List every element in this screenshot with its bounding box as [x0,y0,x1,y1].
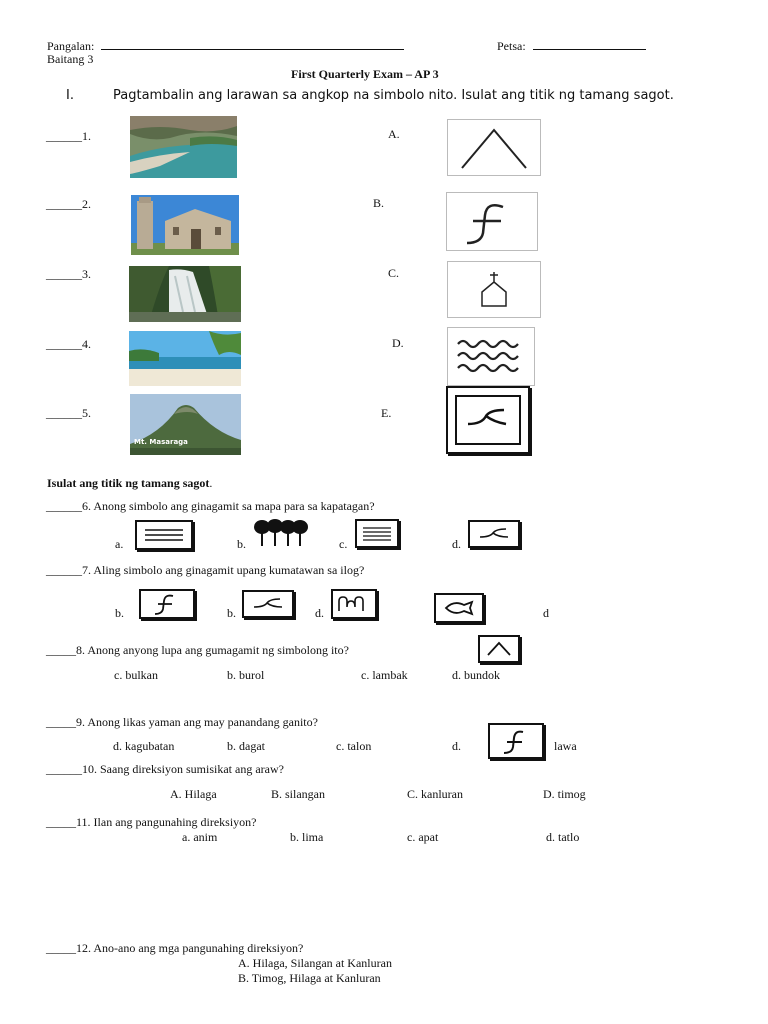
name-blank[interactable] [101,38,404,50]
q9-option-3[interactable]: c. talon [336,739,372,753]
q7-lake-icon[interactable] [139,589,195,619]
q7-option-4-label: d [543,606,549,620]
question-6: ______6. Anong simbolo ang ginagamit sa mapa para sa kapatagan? [46,499,375,513]
name-label-row [47,38,404,54]
question-10: ______10. Saang direksiyon sumisikat ang araw? [46,762,284,776]
date-label: Petsa: [497,39,526,53]
church-symbol-icon [447,261,541,318]
choice-letter-a: A. [388,127,400,141]
q6-option-b-label: b. [237,537,246,551]
part2-instruction-row [47,476,212,491]
photo-beach [129,331,241,386]
q9-option-1[interactable]: d. kagubatan [113,739,175,753]
date-blank[interactable] [533,38,646,50]
q6-plain-lines-icon[interactable] [135,520,193,550]
q12-option-a[interactable]: A. Hilaga, Silangan at Kanluran [238,956,392,970]
item-1-number: ______1. [46,129,91,143]
date-label-row [497,38,646,54]
q7-option-3-label: d. [315,606,324,620]
river-symbol-icon [446,386,530,454]
q7-option-2-label: b. [227,606,236,620]
photo-church [131,195,239,255]
q6-option-c-label: c. [339,537,348,551]
question-8: _____8. Anong anyong lupa ang gumagamit ng simbolong ito? [46,643,349,657]
part1-instruction: Pagtambalin ang larawan sa angkop na simbolo nito. Isulat ang titik ng tamang sagot. [113,88,674,103]
part2-instruction-period: . [209,476,213,490]
q12-option-b[interactable]: B. Timog, Hilaga at Kanluran [238,971,381,985]
q9-option-4-text[interactable]: lawa [554,739,577,753]
q10-option-c[interactable]: C. kanluran [407,787,463,801]
q6-lines-icon[interactable] [355,519,399,548]
q8-mountain-icon [478,635,520,663]
question-12: _____12. Ano-ano ang mga pangunahing direksiyon? [46,941,304,955]
q10-option-d[interactable]: D. timog [543,787,586,801]
choice-letter-e: E. [381,406,392,420]
photo-mountain [130,394,241,455]
q10-option-b[interactable]: B. silangan [271,787,325,801]
q9-lake-icon[interactable] [488,723,544,759]
q11-option-d[interactable]: d. tatlo [546,830,580,844]
part2-instruction: Isulat ang titik ng tamang sagot [47,476,210,490]
grade-label: Baitang 3 [47,52,94,66]
question-7: ______7. Aling simbolo ang ginagamit upang kumatawan sa ilog? [46,563,365,577]
item-4-number: ______4. [46,337,91,351]
question-9: _____9. Anong likas yaman ang may panandang ganito? [46,715,318,729]
q11-option-a[interactable]: a. anim [182,830,218,844]
q8-option-1[interactable]: c. bulkan [114,668,158,682]
photo-waterfall [129,266,241,322]
q8-option-3[interactable]: c. lambak [361,668,408,682]
q9-option-4-label: d. [452,739,461,753]
q7-waterfall-icon[interactable] [331,589,377,619]
lake-symbol-icon [446,192,538,251]
choice-letter-c: C. [388,266,400,280]
mountain-photo-caption: Mt. Masaraga [134,438,188,446]
name-label: Pangalan: [47,39,95,53]
sea-waves-symbol-icon [447,327,535,386]
item-3-number: ______3. [46,267,91,281]
q11-option-c[interactable]: c. apat [407,830,439,844]
exam-title: First Quarterly Exam – AP 3 [291,67,439,81]
item-5-number: ______5. [46,406,91,420]
q6-forest-trees-icon[interactable] [253,518,309,548]
q7-option-1-label: b. [115,606,124,620]
q8-option-4[interactable]: d. bundok [452,668,500,682]
part1-numeral: I. [66,88,74,103]
q7-river-icon[interactable] [242,590,294,618]
q10-option-a[interactable]: A. Hilaga [170,787,217,801]
choice-letter-d: D. [392,336,404,350]
mountain-symbol-icon [447,119,541,176]
q9-option-2[interactable]: b. dagat [227,739,265,753]
q6-option-a-label: a. [115,537,124,551]
q7-fish-icon[interactable] [434,593,484,623]
q6-option-d-label: d. [452,537,461,551]
choice-letter-b: B. [373,196,385,210]
item-2-number: ______2. [46,197,91,211]
question-11: _____11. Ilan ang pangunahing direksiyon? [46,815,257,829]
photo-river [130,116,237,178]
q8-option-2[interactable]: b. burol [227,668,265,682]
q6-river-icon[interactable] [468,520,520,548]
q11-option-b[interactable]: b. lima [290,830,324,844]
